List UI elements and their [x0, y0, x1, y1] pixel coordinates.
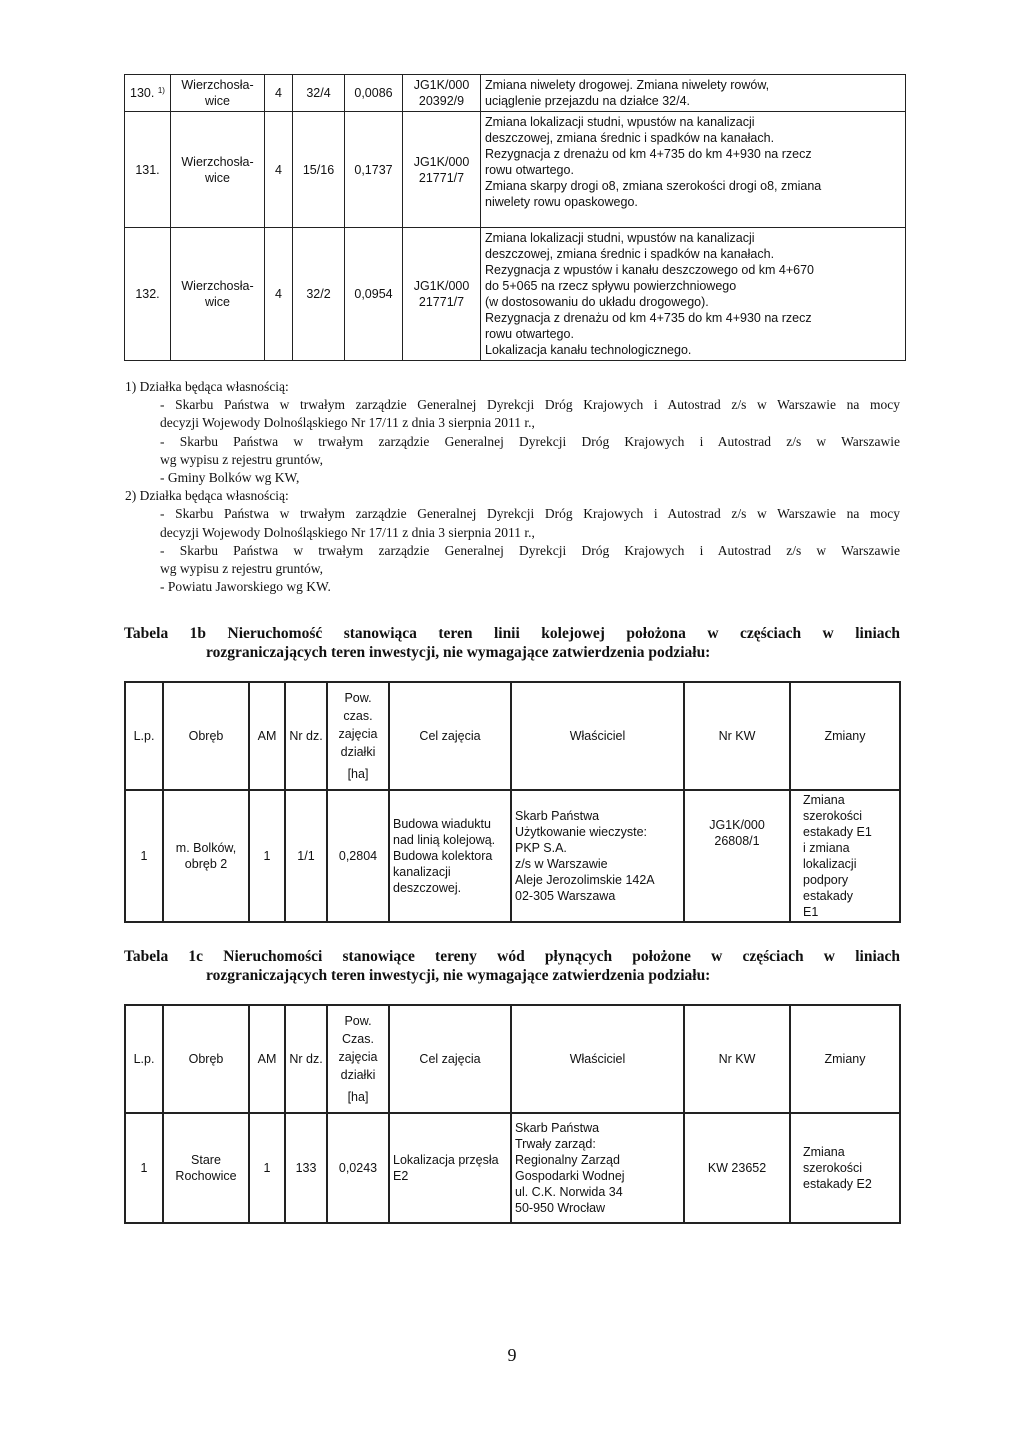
cell-line: m. Bolków, [175, 841, 237, 855]
cell-line: 02-305 Warszawa [515, 889, 616, 903]
table-header-row [125, 682, 900, 790]
row-number: 132. [125, 228, 171, 361]
cell-line: Rochowice [175, 1169, 237, 1183]
row-number: 130. $^{1)}$ [125, 75, 171, 112]
header-lp: L.p. [125, 682, 163, 790]
am-cell: 1 [249, 790, 285, 922]
header-line: zajęcia [338, 727, 378, 741]
header-purpose: Cel zajęcia [389, 682, 511, 790]
cell-line: Skarb Państwa [515, 1121, 600, 1135]
header-line: Pow. [344, 691, 372, 705]
footnote-line: wg wypisu z rejestru gruntów, [160, 561, 323, 577]
cell-line: 50-950 Wrocław [515, 1201, 606, 1215]
kw-number-cell: JG1K/000 21771/7 [403, 228, 481, 361]
header-area [327, 682, 389, 790]
changes-description [481, 112, 906, 228]
cell-line: podpory estakady [803, 873, 854, 903]
cell-line: szerokości [803, 1161, 863, 1175]
description-line: do 5+065 na rzecz spływu powierzchniowego [485, 279, 737, 293]
footnote-marker: 1) [157, 86, 165, 95]
description-line: Lokalizacja kanału technologicznego. [485, 343, 692, 357]
header-changes: Zmiany [790, 1005, 900, 1113]
header-nr-dz: Nr dz. [285, 1005, 327, 1113]
table-row [125, 1113, 900, 1223]
am-cell: 4 [265, 75, 293, 112]
description-line: Zmiana niwelety drogowej. Zmiana niwelety rowów, [485, 78, 770, 92]
table-row [125, 75, 906, 112]
table-1c-heading [124, 947, 900, 985]
cell-line: kanalizacji [393, 865, 451, 879]
table-row [125, 112, 906, 228]
heading-line: Tabela 1b Nieruchomość stanowiąca teren linii kolejowej położona w częściach w liniach [124, 625, 900, 642]
kw-number-cell [684, 790, 790, 922]
description-line: Zmiana lokalizacji studni, wpustów na kanalizacji [485, 231, 755, 245]
cell-line: Stare [191, 1153, 221, 1167]
table-row [125, 790, 900, 922]
cell-line: ul. C.K. Norwida 34 [515, 1185, 623, 1199]
header-line: Pow. [344, 1014, 372, 1028]
footnote-1-heading: 1) Działka będąca własnością: [125, 379, 289, 394]
description-line: niwelety rowu opaskowego. [485, 195, 638, 209]
header-owner: Właściciel [511, 1005, 684, 1113]
header-line: Czas. [342, 1032, 374, 1046]
header-area [327, 1005, 389, 1113]
purpose-cell [389, 790, 511, 922]
header-kw: Nr KW [684, 682, 790, 790]
cell-line: Skarb Państwa [515, 809, 600, 823]
changes-cell [790, 790, 900, 922]
header-purpose: Cel zajęcia [389, 1005, 511, 1113]
footnote-line: wg wypisu z rejestru gruntów, [160, 451, 323, 467]
footnote-line: - Skarbu Państwa w trwałym zarządzie Generalnej Dyrekcji Dróg Krajowych i Autostrad z/s w Warszawie na mocy [160, 506, 900, 522]
purpose-cell [389, 1113, 511, 1223]
cell-line: Aleje Jerozolimskie 142A [515, 873, 655, 887]
parcel-number-cell: 15/16 [293, 112, 345, 228]
obreb-cell: Wierzchosła- wice [171, 75, 265, 112]
cell-line: Trwały zarząd: [515, 1137, 596, 1151]
parcel-number-cell: 32/4 [293, 75, 345, 112]
obreb-cell: Wierzchosła- wice [171, 228, 265, 361]
kw-number-cell: KW 23652 [684, 1113, 790, 1223]
description-line: Zmiana skarpy drogi o8, zmiana szerokości drogi o8, zmiana [485, 179, 822, 193]
cell-line: PKP S.A. [515, 841, 567, 855]
description-line: Zmiana lokalizacji studni, wpustów na kanalizacji [485, 115, 755, 129]
table-header-row [125, 1005, 900, 1113]
cell-line: Budowa kolektora [393, 849, 493, 863]
parcels-table [124, 74, 906, 361]
description-line: Rezygnacja z drenażu od km 4+735 do km 4+930 na rzecz [485, 147, 812, 161]
header-line: [ha] [347, 1090, 369, 1104]
header-line: działki [340, 745, 376, 759]
area-cell: 0,0954 [345, 228, 403, 361]
heading-line: Tabela 1c Nieruchomości stanowiące tereny wód płynących położone w częściach w liniach [124, 948, 900, 965]
kw-number-cell: JG1K/000 20392/9 [403, 75, 481, 112]
footnote-line: - Skarbu Państwa w trwałym zarządzie Generalnej Dyrekcji Dróg Krajowych i Autostrad z/s w Warszawie [160, 433, 900, 449]
area-cell: 0,1737 [345, 112, 403, 228]
obreb-cell: Wierzchosła- wice [171, 112, 265, 228]
footnote-line: - Skarbu Państwa w trwałym zarządzie Generalnej Dyrekcji Dróg Krajowych i Autostrad z/s w Warszawie na mocy [160, 397, 900, 413]
header-changes: Zmiany [790, 682, 900, 790]
changes-description [481, 75, 906, 112]
row-number: 131. [125, 112, 171, 228]
area-cell: 0,0243 [327, 1113, 389, 1223]
table-1b [124, 681, 901, 923]
header-line: zajęcia [338, 1050, 378, 1064]
changes-cell [790, 1113, 900, 1223]
table-1b-heading [124, 624, 900, 662]
header-kw: Nr KW [684, 1005, 790, 1113]
cell-line: 26808/1 [714, 834, 760, 848]
am-cell: 4 [265, 112, 293, 228]
owner-cell [511, 790, 684, 922]
header-nr-dz: Nr dz. [285, 682, 327, 790]
table-1c [124, 1004, 901, 1224]
footnote-2-heading: 2) Działka będąca własnością: [125, 488, 289, 504]
cell-line: estakady E2 [803, 1177, 872, 1191]
cell-line: obręb 2 [184, 857, 228, 871]
parcel-number-cell: 1/1 [285, 790, 327, 922]
footnote-line: - Skarbu Państwa w trwałym zarządzie Generalnej Dyrekcji Dróg Krajowych i Autostrad z/s w Warszawie [160, 542, 900, 558]
header-line: czas. [343, 709, 373, 723]
am-cell: 1 [249, 1113, 285, 1223]
heading-line: rozgraniczających teren inwestycji, nie wymagające zatwierdzenia podziału: [206, 967, 711, 984]
cell-line: estakady E1 [803, 825, 872, 839]
kw-number-cell: JG1K/000 21771/7 [403, 112, 481, 228]
table-row [125, 228, 906, 361]
description-line: Rezygnacja z wpustów i kanału deszczowego od km 4+670 [485, 263, 815, 277]
footnotes [125, 378, 900, 596]
header-lp: L.p. [125, 1005, 163, 1113]
changes-description [481, 228, 906, 361]
header-am: AM [249, 682, 285, 790]
cell-line: z/s w Warszawie [515, 857, 608, 871]
header-obreb: Obręb [163, 1005, 249, 1113]
am-cell: 4 [265, 228, 293, 361]
description-line: Rezygnacja z drenażu od km 4+735 do km 4+930 na rzecz [485, 311, 812, 325]
header-am: AM [249, 1005, 285, 1113]
footnote-line: decyzji Wojewody Dolnośląskiego Nr 17/11 z dnia 3 sierpnia 2011 r., [160, 524, 535, 540]
obreb-cell [163, 790, 249, 922]
header-line: [ha] [347, 767, 369, 781]
row-number: 1 [125, 1113, 163, 1223]
area-cell: 0,0086 [345, 75, 403, 112]
cell-line: i zmiana [803, 841, 850, 855]
description-line: deszczowej, zmiana średnic i spadków na kanałach. [485, 247, 775, 261]
cell-line: lokalizacji [803, 857, 857, 871]
header-line: działki [340, 1068, 376, 1082]
cell-line: nad linią kolejową. [393, 833, 496, 847]
heading-line: rozgraniczających teren inwestycji, nie wymagające zatwierdzenia podziału: [206, 644, 711, 661]
area-cell: 0,2804 [327, 790, 389, 922]
cell-line: E1 [803, 905, 819, 919]
description-line: rowu otwartego. [485, 163, 574, 177]
parcel-number-cell: 133 [285, 1113, 327, 1223]
page-number: 9 [507, 1345, 517, 1365]
cell-line: E2 [393, 1169, 409, 1183]
description-line: rowu otwartego. [485, 327, 574, 341]
cell-line: Gospodarki Wodnej [515, 1169, 625, 1183]
cell-line: Zmiana [803, 1145, 845, 1159]
header-owner: Właściciel [511, 682, 684, 790]
description-line: (w dostosowaniu do układu drogowego). [485, 295, 709, 309]
cell-line: Lokalizacja przęsła [393, 1153, 499, 1167]
description-line: uciąglenie przejazdu na działce 32/4. [485, 94, 690, 108]
cell-line: szerokości [803, 809, 863, 823]
row-number: 1 [125, 790, 163, 922]
footnote-line: - Powiatu Jaworskiego wg KW. [160, 579, 331, 595]
footnote-line: decyzji Wojewody Dolnośląskiego Nr 17/11 z dnia 3 sierpnia 2011 r., [160, 415, 535, 431]
footnote-line: - Gminy Bolków wg KW, [160, 470, 300, 486]
cell-line: Użytkowanie wieczyste: [515, 825, 647, 839]
cell-line: Budowa wiaduktu [393, 817, 491, 831]
description-line: deszczowej, zmiana średnic i spadków na kanałach. [485, 131, 775, 145]
cell-line: deszczowej. [393, 881, 462, 895]
cell-line: Zmiana [803, 793, 845, 807]
cell-line: JG1K/000 [709, 818, 765, 832]
header-obreb: Obręb [163, 682, 249, 790]
parcel-number-cell: 32/2 [293, 228, 345, 361]
owner-cell [511, 1113, 684, 1223]
cell-line: Regionalny Zarząd [515, 1153, 620, 1167]
obreb-cell [163, 1113, 249, 1223]
